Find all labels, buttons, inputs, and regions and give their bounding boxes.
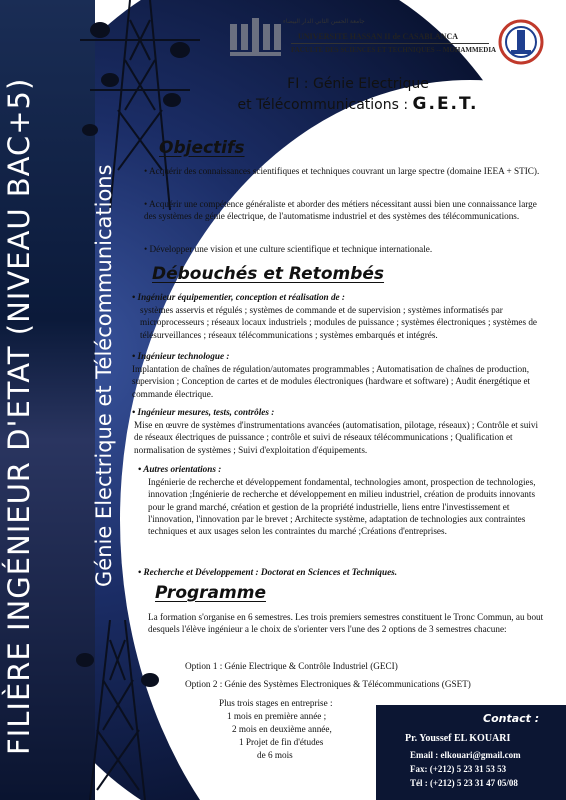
page-title-line1: FI : Génie Electrique bbox=[287, 76, 429, 92]
stages-line-4: 1 Projet de fin d'études bbox=[239, 737, 324, 747]
objectif-item-2: • Acquérir une compétence généraliste et aborder des métiers nécessitant aussi bien une connaissance large des systèmes de génie électrique, de l'automatisme industriel et des systèmes des télécommunications. bbox=[144, 199, 537, 222]
vertical-program-name: Génie Electrique et Télécommunications bbox=[92, 164, 116, 587]
debouche-text-2: Implantation de chaînes de régulation/automates programmables ; Automatisation de chaînes de production, supervision ; Conception de cartes et de modules électroniques (hardware et software) ; Audit énergétique et commande électrique. bbox=[132, 364, 531, 399]
contact-tel: Tél : (+212) 5 23 31 47 05/08 bbox=[410, 778, 518, 788]
contact-fax: Fax: (+212) 5 23 31 53 53 bbox=[410, 764, 507, 774]
debouche-title-2: • Ingénieur technologue : bbox=[132, 351, 230, 361]
debouche-title-3: • Ingénieur mesures, tests, contrôles : bbox=[132, 407, 275, 417]
arabic-university-name: جامعة الحسن الثاني الدار البيضاء bbox=[283, 18, 365, 25]
debouche-title-4: • Autres orientations : bbox=[138, 464, 222, 474]
objectifs-heading: Objectifs bbox=[159, 138, 245, 158]
vertical-program-level: FILIÈRE INGÉNIEUR D'ETAT (NIVEAU BAC+5) bbox=[2, 77, 36, 755]
university-name: UNIVERSITE HASSAN II de CASABLANCA bbox=[298, 32, 459, 41]
programme-intro: La formation s'organise en 6 semestres. Les trois premiers semestres constituent le Tronc Commun, au bout desquels l'élève ingénieur a le choix de s'orienter vers l'une des 2 options de 3 semestres chacune: bbox=[148, 612, 544, 635]
stages-line-5: de 6 mois bbox=[257, 750, 293, 760]
programme-heading: Programme bbox=[155, 583, 266, 603]
faculty-name: FACULTE DES SCIENCES ET TECHNIQUES -- MOHAMMEDIA bbox=[291, 46, 497, 54]
contact-heading: Contact : bbox=[483, 712, 540, 725]
page-title-line2: et Télécommunications : G.E.T. bbox=[237, 94, 479, 114]
header-divider bbox=[291, 43, 489, 44]
fst-logo bbox=[228, 18, 286, 60]
contact-email[interactable]: Email : elkouari@gmail.com bbox=[410, 750, 521, 760]
contact-name: Pr. Youssef EL KOUARI bbox=[405, 733, 511, 744]
programme-option-1: Option 1 : Génie Electrique & Contrôle Industriel (GECI) bbox=[185, 661, 398, 671]
objectif-item-1: • Acquérir des connaissances scientifiques et techniques couvrant un large spectre (domaine IEEA + STIC). bbox=[144, 166, 540, 176]
debouche-title-5: • Recherche et Développement : Doctorat en Sciences et Techniques. bbox=[138, 567, 398, 577]
bottom-tower-image bbox=[55, 620, 175, 800]
debouche-text-4: Ingénierie de recherche et développement fondamental, technologies amont, prospection de technologies, innovation ;Ingénierie de recherche et développement en milieu industriel, création de produits innovants pour le grand marché, création et gestion de la propriété industrielle, liens entre l'investissement et l'innovation, l'innovation par le brevet ; Architecte système, adaptation de technologies aux contraintes techniques et aux usages selon les contraintes du marché ;Créations d'entreprises. bbox=[148, 477, 536, 537]
stages-line-3: 2 mois en deuxième année, bbox=[232, 724, 332, 734]
programme-option-2: Option 2 : Génie des Systèmes Electroniques & Télécommunications (GSET) bbox=[185, 679, 471, 689]
university-emblem bbox=[498, 16, 544, 68]
debouches-heading: Débouchés et Retombés bbox=[152, 264, 385, 284]
stages-line-1: Plus trois stages en entreprise : bbox=[219, 698, 333, 708]
objectif-item-3: • Développer une vision et une culture scientifique et technique internationale. bbox=[144, 244, 433, 254]
program-acronym: G.E.T. bbox=[412, 94, 479, 114]
debouche-text-1: systèmes asservis et régulés ; systèmes de commande et de supervision ; systèmes informatisés par microprocesseurs ; réseaux locaux industriels ; modules de puissance ; systèmes électroniques ; systèmes de télésurveillances ; réseaux télécommunications ; systèmes embarqués et intégrés. bbox=[140, 305, 538, 340]
debouche-title-1: • Ingénieur équipementier, conception et réalisation de : bbox=[132, 292, 345, 302]
debouche-text-3: Mise en œuvre de systèmes d'instrumentations avancées (automatisation, pilotage, réseaux) ; Contrôle et suivi de réseaux électriques de puissance ; contrôle et suivi de réseaux télécommunications ; Qualification et normalisation de systèmes ; Suivi d'exploitation d'équipements. bbox=[134, 420, 539, 455]
stages-line-2: 1 mois en première année ; bbox=[227, 711, 327, 721]
